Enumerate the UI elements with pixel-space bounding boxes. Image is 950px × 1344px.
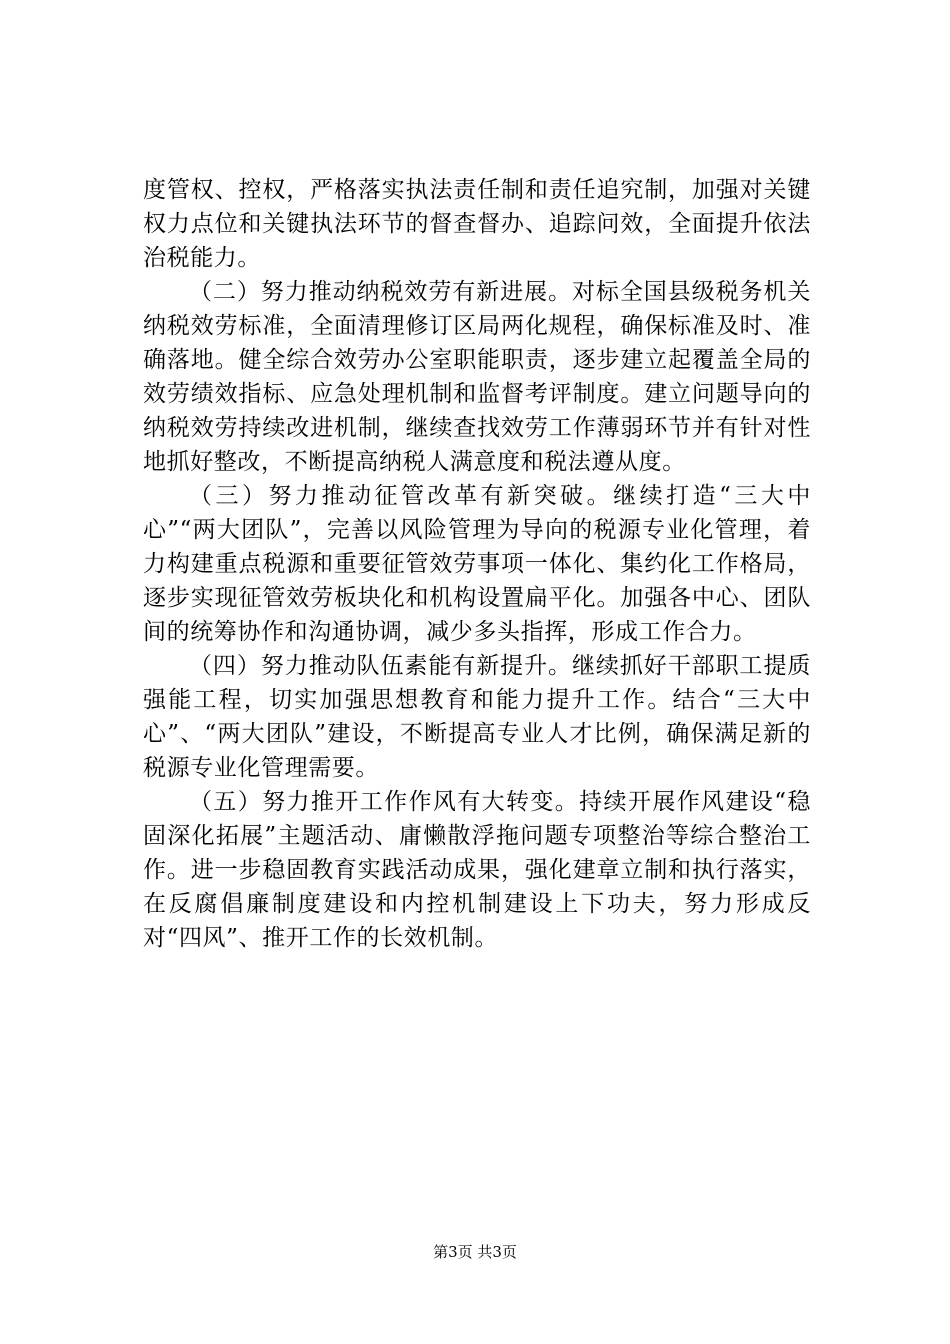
paragraph-continuation: 度管权、控权，严格落实执法责任制和责任追究制，加强对关键权力点位和关键执法环节的督查督办、追踪问效，全面提升依法治税能力。 bbox=[143, 177, 811, 271]
paragraph-section-5: （五）努力推开工作作风有大转变。持续开展作风建设“稳固深化拓展”主题活动、庸懒散浮拖问题专项整治等综合整治工作。进一步稳固教育实践活动成果，强化建章立制和执行落实，在反腐倡廉制度建设和内控机制建设上下功夫，努力形成反对“四风”、推开工作的长效机制。 bbox=[143, 789, 811, 951]
document-body bbox=[143, 173, 811, 955]
paragraph-section-2: （二）努力推动纳税效劳有新进展。对标全国县级税务机关纳税效劳标准，全面清理修订区局两化规程，确保标准及时、准确落地。健全综合效劳办公室职能职责，逐步建立起覆盖全局的效劳绩效指标、应急处理机制和监督考评制度。建立问题导向的纳税效劳持续改进机制，继续查找效劳工作薄弱环节并有针对性地抓好整改，不断提高纳税人满意度和税法遵从度。 bbox=[143, 279, 811, 475]
page-footer: 第3页 共3页 bbox=[433, 1243, 517, 1261]
paragraph-section-4: （四）努力推动队伍素能有新提升。继续抓好干部职工提质强能工程，切实加强思想教育和能力提升工作。结合“三大中心”、“两大团队”建设，不断提高专业人才比例，确保满足新的税源专业化管理需要。 bbox=[143, 653, 811, 781]
paragraph-section-3: （三）努力推动征管改革有新突破。继续打造“三大中心”“两大团队”，完善以风险管理为导向的税源专业化管理，着力构建重点税源和重要征管效劳事项一体化、集约化工作格局，逐步实现征管效劳板块化和机构设置扁平化。加强各中心、团队间的统筹协作和沟通协调，减少多头指挥，形成工作合力。 bbox=[143, 483, 811, 645]
